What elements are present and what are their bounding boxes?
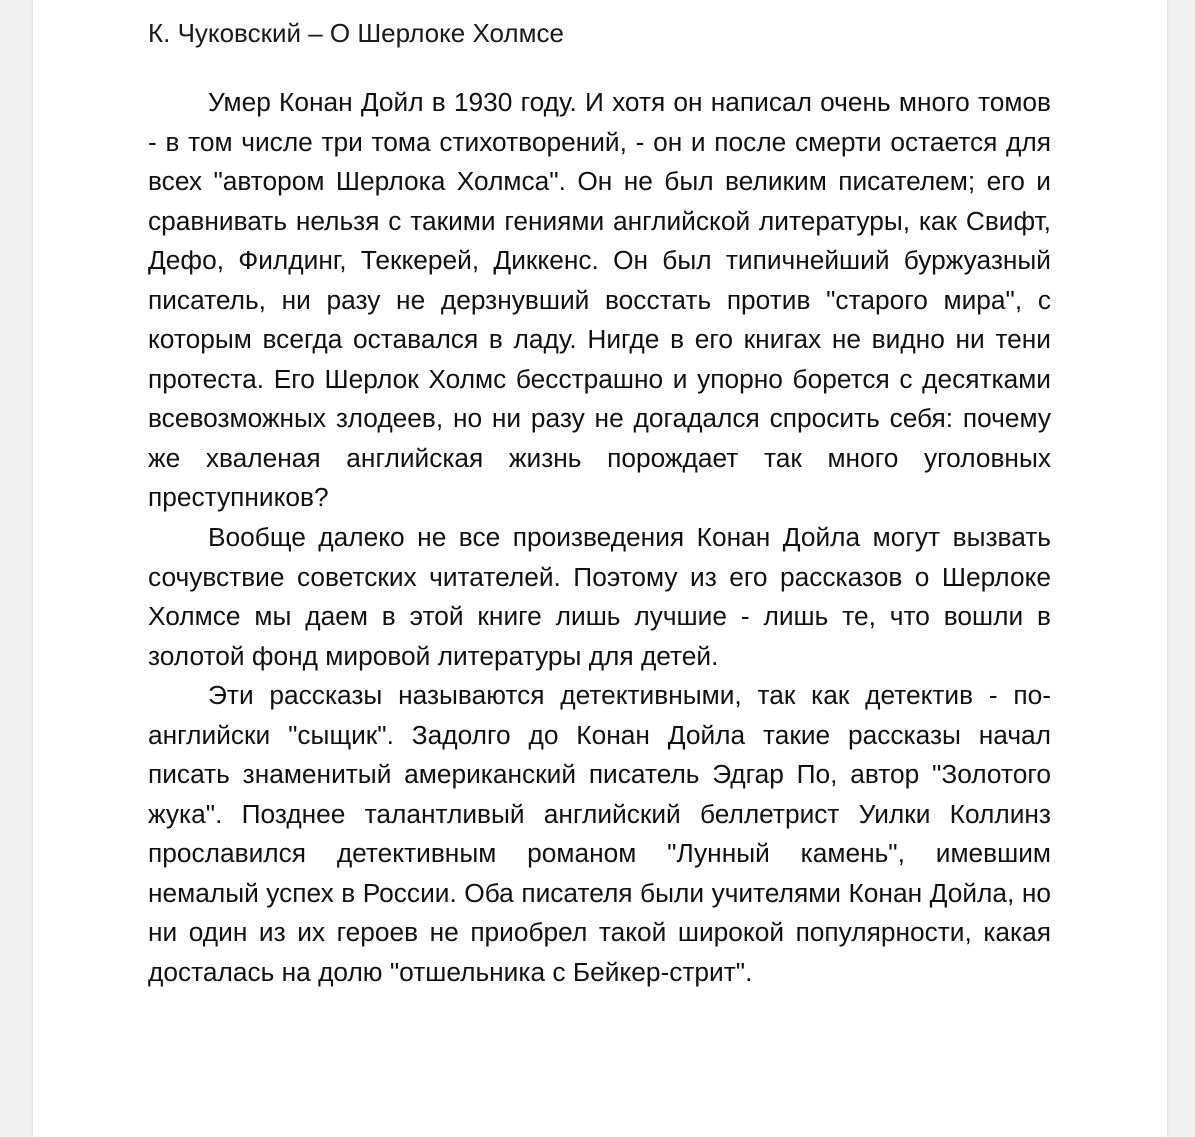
paragraph: Умер Конан Дойл в 1930 году. И хотя он написал очень много томов - в том числе три тома стихотворений, - он и после смерти остается для всех "автором Шерлока Холмса". Он не был великим писателем; его и сравнивать нельзя с такими гениями английской литературы, как Свифт, Дефо, Филдинг, Теккерей, Диккенс. Он был типичнейший буржуазный писатель, ни разу не дерзнувший восстать против "старого мира", с которым всегда оставался в ладу. Нигде в его книгах не видно ни тени протеста. Его Шерлок Холмс бесстрашно и упорно борется с десятками всевозможных злодеев, но ни разу не догадался спросить себя: почему же хваленая английская жизнь порождает так много уголовных преступников? [148,87,1051,513]
paragraph: Эти рассказы называются детективными, так как детектив - по-английски "сыщик". Задолго до Конан Дойла такие рассказы начал писать знаменитый американский писатель Эдгар По, автор "Золотого жука". Позднее талантливый английский беллетрист Уилки Коллинз прославился детективным романом "Лунный камень", имевшим немалый успех в России. Оба писателя были учителями Конан Дойла, но ни один из их героев не приобрел такой широкой популярности, какая досталась на долю "отшельника с Бейкер-стрит". [148,680,1051,988]
document-body [148,83,1051,993]
document-page [33,0,1167,1137]
paragraph: Вообще далеко не все произведения Конан Дойла могут вызвать сочувствие советских читателей. Поэтому из его рассказов о Шерлоке Холмсе мы даем в этой книге лишь лучшие - лишь те, что вошли в золотой фонд мировой литературы для детей. [148,522,1051,671]
running-header: К. Чуковский – О Шерлоке Холмсе [148,18,564,48]
